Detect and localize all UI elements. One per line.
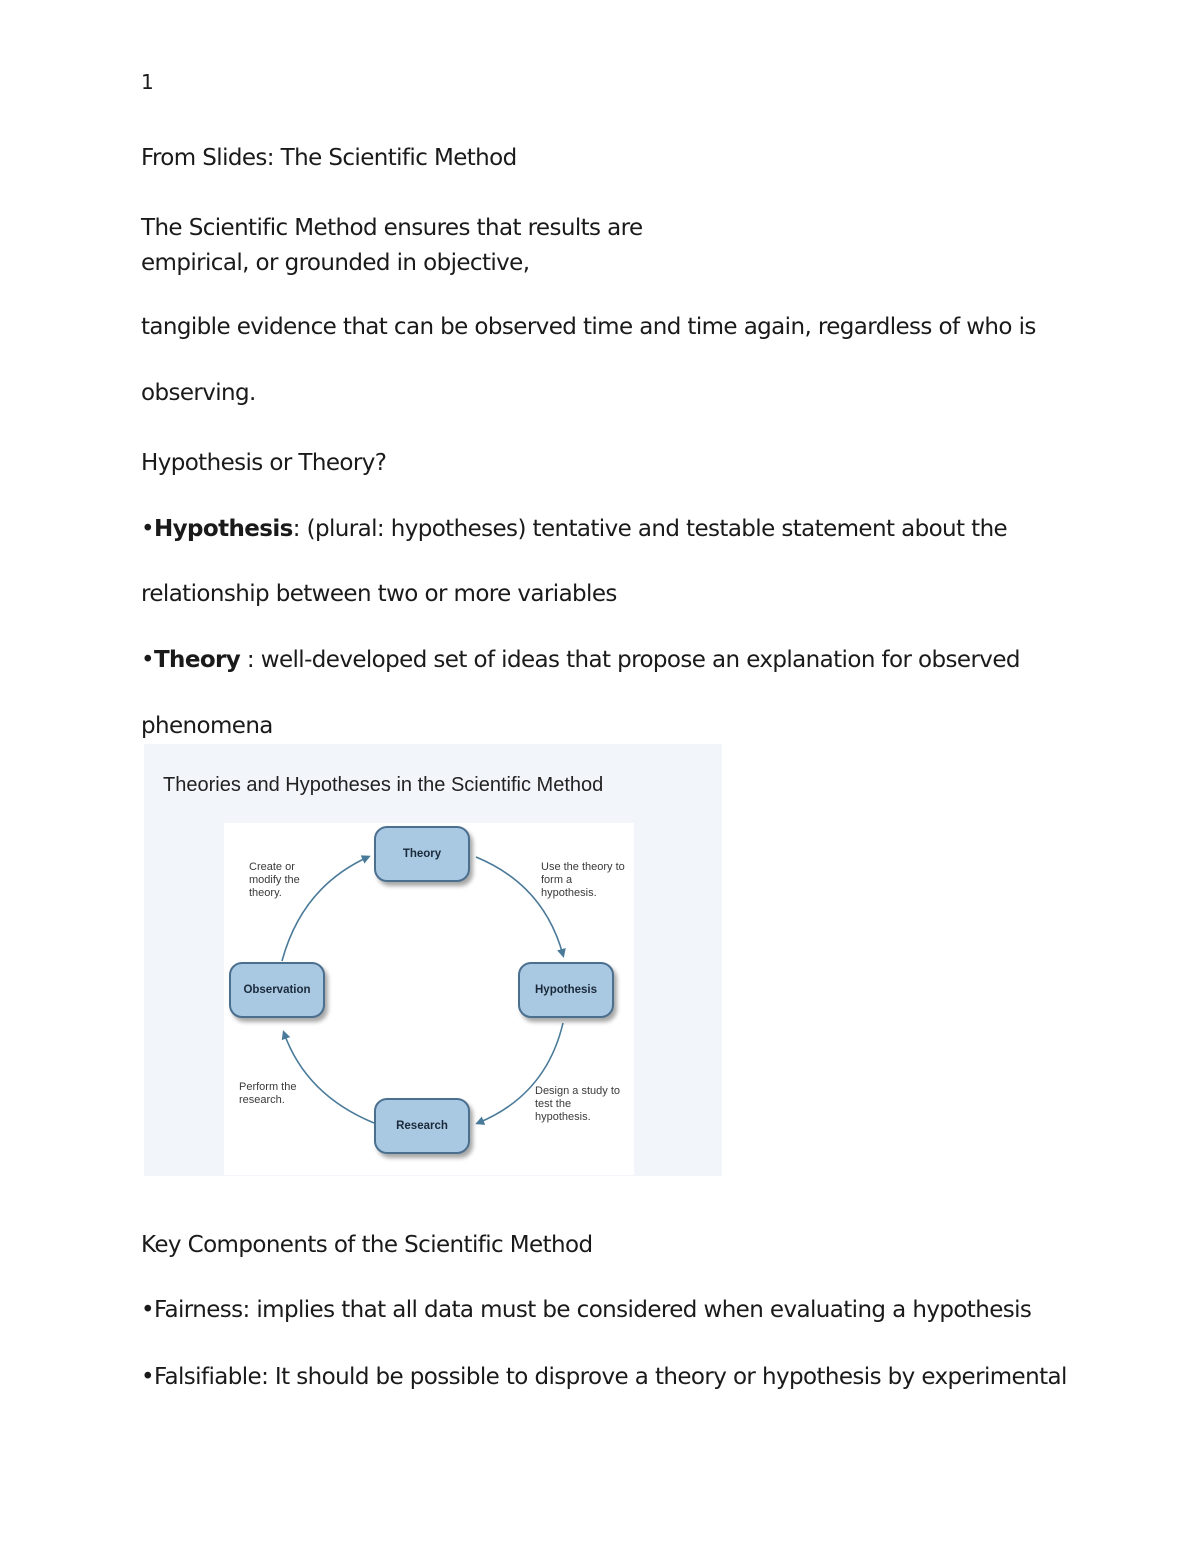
intro-line-1: The Scientific Method ensures that results are	[141, 215, 643, 241]
theory-node: Theory	[374, 826, 470, 882]
arrow-research-to-observation	[284, 1033, 374, 1123]
hypothesis-text: : (plural: hypotheses) tentative and testable statement about the	[292, 516, 1008, 542]
section-title-hypothesis-or-theory: Hypothesis or Theory?	[141, 450, 387, 476]
theory-definition-cont: phenomena	[141, 713, 273, 739]
page-number: 1	[141, 70, 154, 94]
scientific-method-figure	[144, 744, 722, 1176]
intro-line-3: tangible evidence that can be observed time and time again, regardless of who is	[141, 314, 1036, 340]
bullet: •	[141, 516, 154, 542]
hypothesis-definition-cont: relationship between two or more variables	[141, 581, 617, 607]
research-node: Research	[374, 1098, 470, 1154]
observation-node: Observation	[229, 962, 325, 1018]
intro-line-2: empirical, or grounded in objective,	[141, 250, 530, 276]
bullet: •	[141, 647, 154, 673]
cycle-diagram	[224, 823, 634, 1175]
intro-line-4: observing.	[141, 380, 256, 406]
note-design-study: Design a study to test the hypothesis.	[535, 1085, 620, 1123]
theory-definition	[141, 646, 1020, 674]
hypothesis-term: Hypothesis	[153, 516, 293, 542]
note-create-modify: Create or modify the theory.	[249, 861, 300, 899]
figure-title: Theories and Hypotheses in the Scientific Method	[163, 774, 604, 796]
fairness-item: •Fairness: implies that all data must be considered when evaluating a hypothesis	[141, 1297, 1032, 1323]
page-heading: From Slides: The Scientific Method	[141, 145, 517, 171]
note-use-theory: Use the theory to form a hypothesis.	[541, 861, 625, 899]
falsifiable-item: •Falsifiable: It should be possible to disprove a theory or hypothesis by experimental	[141, 1364, 1067, 1390]
hypothesis-definition	[141, 515, 1007, 543]
section-title-key-components: Key Components of the Scientific Method	[141, 1232, 593, 1258]
hypothesis-node: Hypothesis	[518, 962, 614, 1018]
note-perform-research: Perform the research.	[239, 1081, 297, 1106]
theory-text: : well-developed set of ideas that propose an explanation for observed	[240, 647, 1020, 673]
theory-term: Theory	[153, 647, 241, 673]
